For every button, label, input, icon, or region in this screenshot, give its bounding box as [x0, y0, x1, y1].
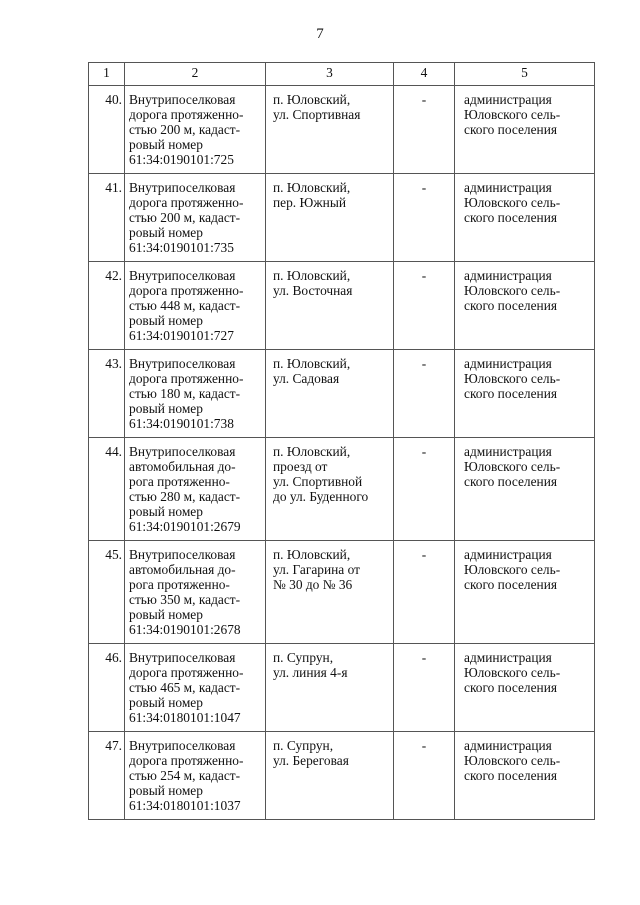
row-number: 40.: [89, 86, 125, 174]
column-4-value: -: [394, 262, 455, 350]
object-owner: администрация Юловского сель- ского поселения: [455, 438, 595, 541]
table-row: [89, 350, 595, 438]
object-address: п. Супрун, ул. Береговая: [266, 732, 394, 820]
object-address: п. Юловский, проезд от ул. Спортивной до ул. Буденного: [266, 438, 394, 541]
object-owner: администрация Юловского сель- ского поселения: [455, 174, 595, 262]
object-address: п. Юловский, ул. Гагарина от № 30 до № 36: [266, 541, 394, 644]
table-row: [89, 541, 595, 644]
table-header-row: [89, 63, 595, 86]
property-register-table: [88, 62, 595, 820]
column-4-value: -: [394, 174, 455, 262]
column-4-value: -: [394, 732, 455, 820]
object-name: Внутрипоселковая дорога протяженно- стью 200 м, кадаст- ровый номер 61:34:0190101:725: [125, 86, 266, 174]
column-header-1: 1: [89, 63, 125, 86]
object-owner: администрация Юловского сель- ского поселения: [455, 262, 595, 350]
row-number: 47.: [89, 732, 125, 820]
table-row: [89, 174, 595, 262]
column-4-value: -: [394, 438, 455, 541]
object-name: Внутрипоселковая дорога протяженно- стью 465 м, кадаст- ровый номер 61:34:0180101:1047: [125, 644, 266, 732]
column-4-value: -: [394, 541, 455, 644]
table-row: [89, 644, 595, 732]
table-row: [89, 732, 595, 820]
column-4-value: -: [394, 86, 455, 174]
table-row: [89, 262, 595, 350]
row-number: 44.: [89, 438, 125, 541]
page-number: 7: [316, 26, 324, 42]
object-name: Внутрипоселковая автомобильная до- рога протяженно- стью 350 м, кадаст- ровый номер 61:34:0190101:2678: [125, 541, 266, 644]
object-owner: администрация Юловского сель- ского поселения: [455, 86, 595, 174]
object-name: Внутрипоселковая дорога протяженно- стью 200 м, кадаст- ровый номер 61:34:0190101:735: [125, 174, 266, 262]
column-header-2: 2: [125, 63, 266, 86]
object-name: Внутрипоселковая дорога протяженно- стью 254 м, кадаст- ровый номер 61:34:0180101:1037: [125, 732, 266, 820]
object-owner: администрация Юловского сель- ского поселения: [455, 350, 595, 438]
object-name: Внутрипоселковая автомобильная до- рога протяженно- стью 280 м, кадаст- ровый номер 61:34:0190101:2679: [125, 438, 266, 541]
row-number: 43.: [89, 350, 125, 438]
row-number: 41.: [89, 174, 125, 262]
object-address: п. Юловский, пер. Южный: [266, 174, 394, 262]
row-number: 45.: [89, 541, 125, 644]
row-number: 42.: [89, 262, 125, 350]
object-owner: администрация Юловского сель- ского поселения: [455, 541, 595, 644]
object-address: п. Юловский, ул. Садовая: [266, 350, 394, 438]
column-header-5: 5: [455, 63, 595, 86]
object-address: п. Юловский, ул. Спортивная: [266, 86, 394, 174]
column-header-4: 4: [394, 63, 455, 86]
object-owner: администрация Юловского сель- ского поселения: [455, 644, 595, 732]
column-4-value: -: [394, 350, 455, 438]
object-name: Внутрипоселковая дорога протяженно- стью 448 м, кадаст- ровый номер 61:34:0190101:727: [125, 262, 266, 350]
column-header-3: 3: [266, 63, 394, 86]
table-row: [89, 438, 595, 541]
table-row: [89, 86, 595, 174]
object-name: Внутрипоселковая дорога протяженно- стью 180 м, кадаст- ровый номер 61:34:0190101:738: [125, 350, 266, 438]
column-4-value: -: [394, 644, 455, 732]
row-number: 46.: [89, 644, 125, 732]
object-address: п. Супрун, ул. линия 4-я: [266, 644, 394, 732]
object-owner: администрация Юловского сель- ского поселения: [455, 732, 595, 820]
object-address: п. Юловский, ул. Восточная: [266, 262, 394, 350]
